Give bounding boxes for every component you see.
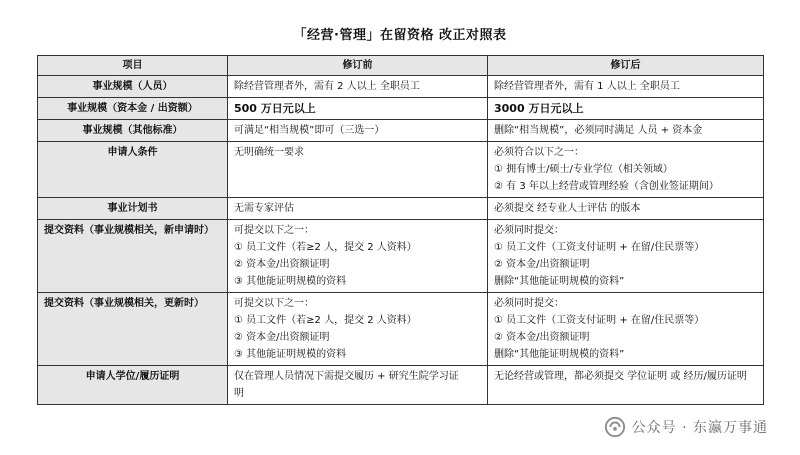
after-line: 必须符合以下之一：: [494, 147, 584, 158]
table-row: [38, 293, 764, 366]
after-line: ② 资本金/出资额证明: [494, 332, 590, 343]
before-line: 500 万日元以上: [234, 102, 316, 115]
watermark-text: 公众号 · 东瀛万事通: [631, 420, 768, 436]
before-line: 无明确统一要求: [234, 147, 304, 158]
before-cell: [228, 76, 488, 98]
watermark: [604, 416, 768, 438]
after-line: ② 资本金/出资额证明: [494, 259, 590, 270]
row-item: 事业规模（人员）: [38, 76, 228, 98]
table-row: [38, 366, 764, 405]
table-row: [38, 120, 764, 142]
table-row: [38, 198, 764, 220]
before-cell: [228, 198, 488, 220]
after-cell: [488, 98, 764, 120]
after-line: 删除“相当规模”，必须同时满足 人员 + 资本金: [494, 125, 703, 136]
before-cell: [228, 98, 488, 120]
after-line: 必须同时提交：: [494, 225, 564, 236]
after-line: 删除“其他能证明规模的资料”: [494, 276, 625, 287]
table-row: [38, 76, 764, 98]
before-line: 可提交以下之一：: [234, 298, 314, 309]
row-item: 事业规模（其他标准）: [38, 120, 228, 142]
after-cell: [488, 293, 764, 366]
table-row: [38, 220, 764, 293]
after-line: 必须同时提交：: [494, 298, 564, 309]
after-line: 删除“其他能证明规模的资料”: [494, 349, 625, 360]
before-line: 可提交以下之一：: [234, 225, 314, 236]
before-line: ① 员工文件（若≥2 人，提交 2 人资料）: [234, 315, 417, 326]
before-line: ② 资本金/出资额证明: [234, 259, 330, 270]
row-item: 事业规模（资本金 / 出资额）: [38, 98, 228, 120]
row-item: 申请人学位/履历证明: [38, 366, 228, 405]
after-cell: [488, 198, 764, 220]
after-cell: [488, 76, 764, 98]
before-cell: [228, 366, 488, 405]
before-cell: [228, 293, 488, 366]
header-row: [38, 56, 764, 76]
before-line: 仅在管理人员情况下需提交履历 + 研究生院学习证: [234, 371, 459, 382]
after-cell: [488, 142, 764, 198]
row-item: 事业计划书: [38, 198, 228, 220]
before-cell: [228, 142, 488, 198]
before-line: 无需专家评估: [234, 203, 294, 214]
comparison-table: [37, 55, 764, 405]
table-row: [38, 98, 764, 120]
after-line: ① 员工文件（工资支付证明 + 在留/住民票等）: [494, 315, 705, 326]
header-item: 项目: [38, 56, 228, 76]
before-line: 明: [234, 388, 244, 399]
after-line: ① 拥有博士/硕士/专业学位（相关领域）: [494, 164, 673, 175]
before-line: ③ 其他能证明规模的资料: [234, 276, 347, 287]
before-cell: [228, 120, 488, 142]
table-title: 「经营·管理」在留资格 改正对照表: [293, 28, 507, 43]
table-row: [38, 142, 764, 198]
before-line: ① 员工文件（若≥2 人，提交 2 人资料）: [234, 242, 417, 253]
before-line: 除经营管理者外，需有 2 人以上 全职员工: [234, 81, 420, 92]
before-cell: [228, 220, 488, 293]
after-cell: [488, 366, 764, 405]
before-line: 可满足“相当规模”即可（三选一）: [234, 125, 385, 136]
after-cell: [488, 120, 764, 142]
after-line: 无论经营或管理，都必须提交 学位证明 或 经历/履历证明: [494, 371, 747, 382]
after-line: 除经营管理者外，需有 1 人以上 全职员工: [494, 81, 680, 92]
before-line: ③ 其他能证明规模的资料: [234, 349, 347, 360]
after-line: 必须提交 经专业人士评估 的版本: [494, 203, 641, 214]
row-item: 申请人条件: [38, 142, 228, 198]
header-before: 修订前: [228, 56, 488, 76]
after-line: ② 有 3 年以上经营或管理经验（含创业签证期间）: [494, 181, 719, 192]
after-line: ① 员工文件（工资支付证明 + 在留/住民票等）: [494, 242, 705, 253]
wechat-icon: [604, 416, 626, 438]
header-after: 修订后: [488, 56, 764, 76]
before-line: ② 资本金/出资额证明: [234, 332, 330, 343]
after-line: 3000 万日元以上: [494, 102, 584, 115]
row-item: 提交资料（事业规模相关，更新时）: [38, 293, 228, 366]
after-cell: [488, 220, 764, 293]
row-item: 提交资料（事业规模相关，新申请时）: [38, 220, 228, 293]
